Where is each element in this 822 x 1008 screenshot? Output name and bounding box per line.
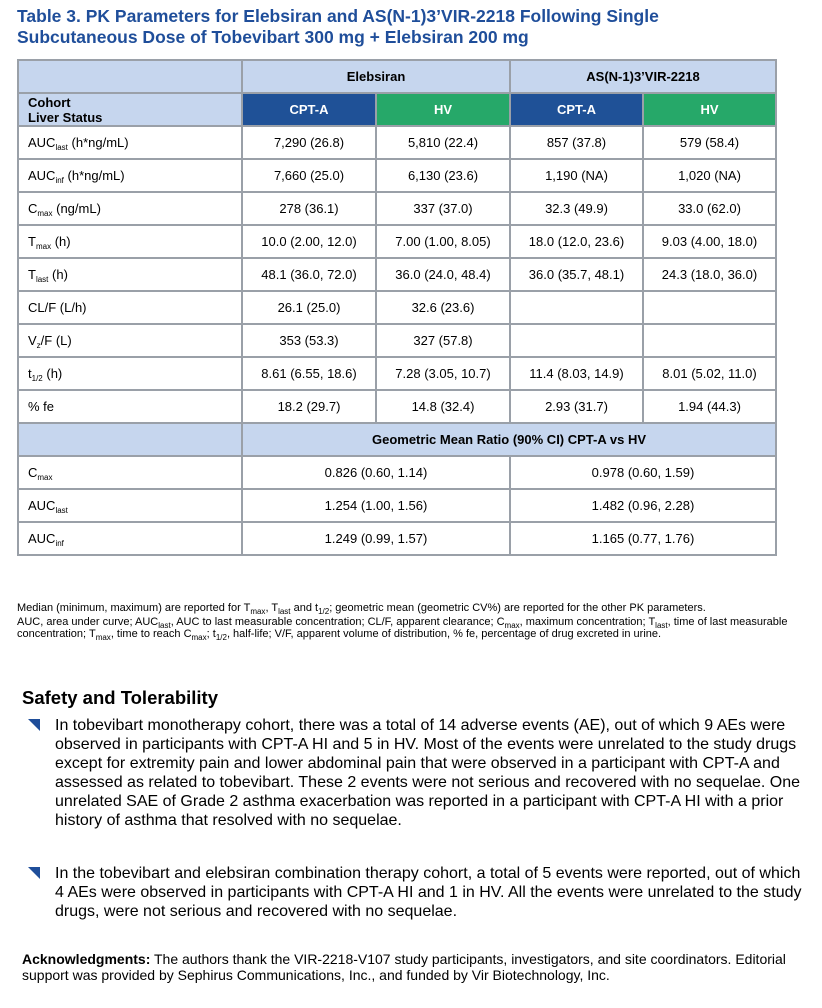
gmr-header-blank — [18, 423, 242, 456]
param-subscript: last — [55, 506, 68, 515]
liver-status-label: Liver Status — [28, 109, 103, 125]
table-row — [18, 357, 776, 390]
param-unit: (h) — [51, 234, 71, 249]
footnote-text: Median (minimum, maximum) are reported for T — [17, 602, 251, 614]
param-unit: (h) — [48, 267, 68, 282]
footnote-abbreviations — [17, 616, 807, 640]
table-cell: 26.1 (25.0) — [242, 291, 376, 324]
gmr-cell: 0.978 (0.60, 1.59) — [510, 456, 776, 489]
title-line-2: Subcutaneous Dose of Tobevibart 300 mg + Elebsiran 200 mg — [17, 27, 529, 47]
group-header-blank — [18, 60, 242, 93]
footnote-text: , maximum concentration; T — [519, 616, 656, 628]
safety-heading: Safety and Tolerability — [22, 687, 219, 708]
safety-bullet-1 — [28, 716, 818, 830]
bullet-triangle-icon — [28, 867, 40, 879]
param-name: AUC — [28, 498, 56, 513]
gmr-row — [18, 489, 776, 522]
table-row — [18, 225, 776, 258]
table-cell: 24.3 (18.0, 36.0) — [643, 258, 776, 291]
param-label — [18, 456, 242, 489]
group-header-vir2218: AS(N-1)3’VIR-2218 — [510, 60, 776, 93]
param-subscript: max — [35, 242, 52, 251]
bullet-triangle-icon — [28, 719, 40, 731]
table-cell: 18.0 (12.0, 23.6) — [510, 225, 643, 258]
table-cell: 6,130 (23.6) — [376, 159, 510, 192]
param-unit: (h) — [42, 366, 63, 381]
param-name: T — [28, 234, 36, 249]
gmr-header: Geometric Mean Ratio (90% CI) CPT-A vs HV — [242, 423, 776, 456]
footnote-text: , half-life; V/F, apparent volume of distribution, % fe, percentage of drug excreted in urine. — [226, 628, 662, 640]
param-label — [18, 357, 242, 390]
param-label — [18, 522, 242, 555]
param-label — [18, 126, 242, 159]
param-subscript: z — [36, 341, 41, 350]
param-name: V — [28, 333, 37, 348]
table-cell: 579 (58.4) — [643, 126, 776, 159]
footnote-text: , time of last measurable concentration; T — [17, 616, 788, 640]
table-cell: 857 (37.8) — [510, 126, 643, 159]
param-subscript: last — [55, 143, 68, 152]
table-cell: 327 (57.8) — [376, 324, 510, 357]
table-cell: 18.2 (29.7) — [242, 390, 376, 423]
table-cell — [510, 291, 643, 324]
cohort-label: Cohort — [28, 94, 71, 110]
footnote-subscript: max — [504, 621, 520, 630]
table-row — [18, 324, 776, 357]
footnote-subscript: 1/2 — [215, 633, 227, 642]
param-subscript: last — [35, 275, 49, 284]
table-cell: 32.3 (49.9) — [510, 192, 643, 225]
param-name: t — [28, 366, 32, 381]
table-cell: 1,190 (NA) — [510, 159, 643, 192]
footnote-text: , T — [265, 602, 279, 614]
param-name: CL/F (L/h) — [28, 300, 87, 315]
param-label — [18, 489, 242, 522]
table-cell: 1.94 (44.3) — [643, 390, 776, 423]
footnote-subscript: max — [250, 607, 266, 616]
param-unit: /F (L) — [40, 333, 72, 348]
param-label — [18, 159, 242, 192]
safety-bullet-2-text: In the tobevibart and elebsiran combination therapy cohort, a total of 5 events were reported, out of which 4 AEs were observed in participants with CPT-A HI and 1 in HV. All the events were unrelated to the study drugs, were not serious and recovered with no sequelae. — [55, 865, 802, 920]
table-cell: 10.0 (2.00, 12.0) — [242, 225, 376, 258]
table-row — [18, 390, 776, 423]
table-row — [18, 126, 776, 159]
table-cell — [510, 324, 643, 357]
param-subscript: inf — [55, 539, 64, 548]
acknowledgments-label: Acknowledgments: — [22, 951, 151, 967]
title-line-1: Table 3. PK Parameters for Elebsiran and AS(N-1)3’VIR-2218 Following Single — [17, 6, 659, 26]
footnote-subscript: last — [278, 607, 291, 616]
table-cell: 278 (36.1) — [242, 192, 376, 225]
subgroup-header-row — [18, 93, 776, 126]
footnote-subscript: max — [191, 633, 207, 642]
table-cell: 1,020 (NA) — [643, 159, 776, 192]
param-name: AUC — [28, 168, 56, 183]
table-cell: 48.1 (36.0, 72.0) — [242, 258, 376, 291]
table-cell: 7,290 (26.8) — [242, 126, 376, 159]
table-cell: 5,810 (22.4) — [376, 126, 510, 159]
col-vir2218-hv: HV — [643, 93, 776, 126]
gmr-row — [18, 456, 776, 489]
safety-bullet-1-text: In tobevibart monotherapy cohort, there was a total of 14 adverse events (AE), out of which 9 AEs were observed in participants with CPT-A HI and 5 in HV. Most of the events were unrelated to the study drugs except for extremity pain and lower abdominal pain that were observed in a participant with CPT-A and assessed as related to tobevibart. These 2 events were not serious and recovered with no sequelae. One unrelated SAE of Grade 2 asthma exacerbation was reported in a participant with CPT-A HI with a prior history of asthma that resolved with no sequelae. — [55, 717, 801, 829]
footnote-text: , time to reach C — [110, 628, 192, 640]
safety-bullet-2 — [28, 864, 818, 921]
table-cell: 7.00 (1.00, 8.05) — [376, 225, 510, 258]
cohort-liver-status-header — [18, 93, 242, 126]
table-cell: 7,660 (25.0) — [242, 159, 376, 192]
table-cell: 2.93 (31.7) — [510, 390, 643, 423]
gmr-cell: 1.165 (0.77, 1.76) — [510, 522, 776, 555]
table-row — [18, 192, 776, 225]
footnote-subscript: last — [655, 621, 668, 630]
table-cell: 36.0 (35.7, 48.1) — [510, 258, 643, 291]
footnote-text: ; t — [206, 628, 216, 640]
param-unit: (h*ng/mL) — [67, 135, 129, 150]
param-subscript: max — [37, 473, 53, 482]
col-vir2218-cpt-a: CPT-A — [510, 93, 643, 126]
param-unit: (h*ng/mL) — [63, 168, 125, 183]
acknowledgments — [22, 951, 812, 983]
table-row — [18, 258, 776, 291]
table-title — [17, 6, 817, 48]
gmr-row — [18, 522, 776, 555]
table-cell: 7.28 (3.05, 10.7) — [376, 357, 510, 390]
table-cell: 8.61 (6.55, 18.6) — [242, 357, 376, 390]
footnote-text: ; geometric mean (geometric CV%) are reported for the other PK parameters. — [329, 602, 706, 614]
table-cell: 33.0 (62.0) — [643, 192, 776, 225]
table-cell: 11.4 (8.03, 14.9) — [510, 357, 643, 390]
footnote-text: , AUC to last measurable concentration; CL/F, apparent clearance; C — [170, 616, 505, 628]
param-subscript: max — [37, 209, 53, 218]
param-name: C — [28, 465, 38, 480]
footnote-text: and t — [290, 602, 319, 614]
table-cell: 32.6 (23.6) — [376, 291, 510, 324]
gmr-cell: 1.249 (0.99, 1.57) — [242, 522, 510, 555]
table-cell: 9.03 (4.00, 18.0) — [643, 225, 776, 258]
footnote-statistics — [17, 602, 807, 614]
footnote-subscript: 1/2 — [318, 607, 330, 616]
footnote-subscript: last — [158, 621, 171, 630]
group-header-elebsiran: Elebsiran — [242, 60, 510, 93]
gmr-cell: 1.254 (1.00, 1.56) — [242, 489, 510, 522]
param-subscript: inf — [55, 176, 64, 185]
param-label — [18, 324, 242, 357]
param-label — [18, 291, 242, 324]
gmr-header-row — [18, 423, 776, 456]
gmr-cell: 0.826 (0.60, 1.14) — [242, 456, 510, 489]
param-label — [18, 390, 242, 423]
param-name: C — [28, 201, 38, 216]
param-name: T — [28, 267, 36, 282]
footnote-text: AUC, area under curve; AUC — [17, 616, 159, 628]
param-name: AUC — [28, 135, 56, 150]
param-subscript: 1/2 — [31, 374, 43, 383]
param-label — [18, 192, 242, 225]
table-cell: 8.01 (5.02, 11.0) — [643, 357, 776, 390]
param-label — [18, 258, 242, 291]
acknowledgments-text: The authors thank the VIR-2218-V107 study participants, investigators, and site coordinators. Editorial support was provided by Sephirus Communications, Inc., and funded by Vir Biotechnology, Inc. — [22, 951, 786, 983]
gmr-cell: 1.482 (0.96, 2.28) — [510, 489, 776, 522]
col-elebsiran-cpt-a: CPT-A — [242, 93, 376, 126]
table-cell: 14.8 (32.4) — [376, 390, 510, 423]
group-header-row — [18, 60, 776, 93]
table-cell: 337 (37.0) — [376, 192, 510, 225]
col-elebsiran-hv: HV — [376, 93, 510, 126]
pk-parameters-table — [17, 59, 777, 556]
table-cell — [643, 324, 776, 357]
table-cell: 36.0 (24.0, 48.4) — [376, 258, 510, 291]
table-footnotes — [17, 602, 807, 642]
table-cell: 353 (53.3) — [242, 324, 376, 357]
table-row — [18, 159, 776, 192]
param-name: AUC — [28, 531, 56, 546]
param-label — [18, 225, 242, 258]
table-cell — [643, 291, 776, 324]
param-name: % fe — [28, 399, 55, 414]
footnote-subscript: max — [95, 633, 111, 642]
param-unit: (ng/mL) — [52, 201, 101, 216]
table-row — [18, 291, 776, 324]
